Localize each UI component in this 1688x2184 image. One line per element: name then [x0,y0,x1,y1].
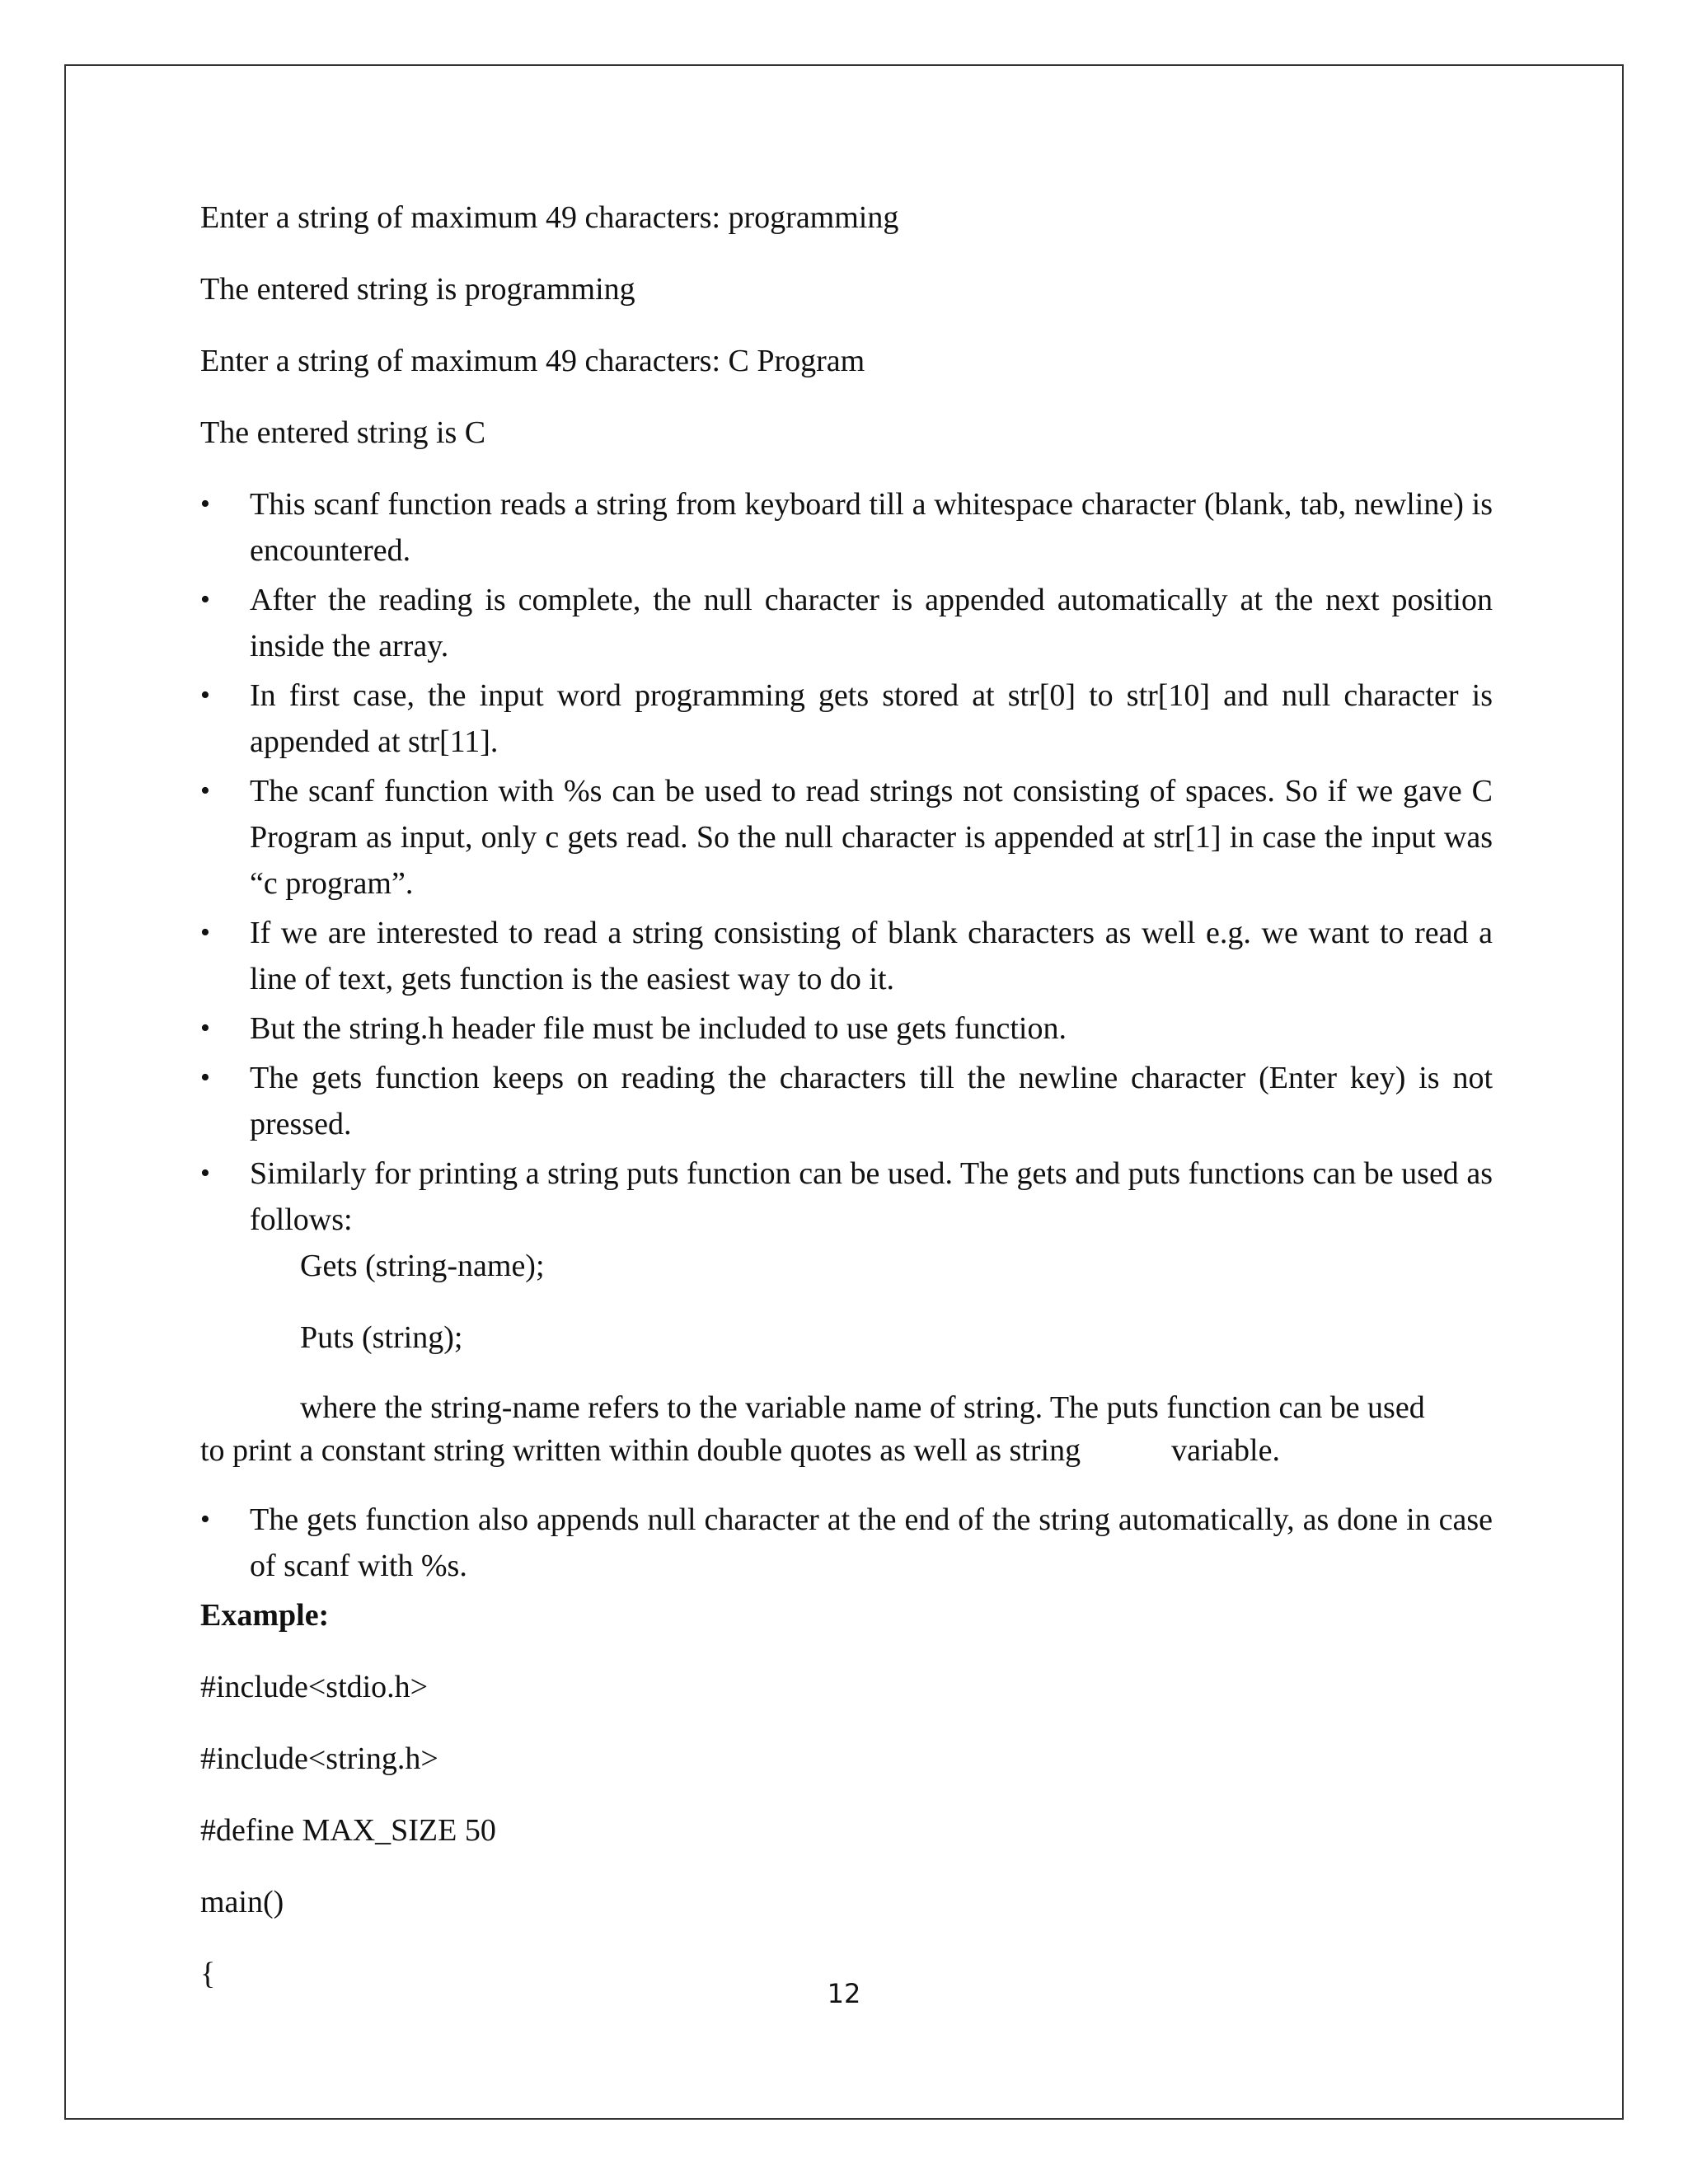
bullet-list-continued [200,1497,1493,1589]
code-line: main() [200,1885,284,1919]
code-line: #define MAX_SIZE 50 [200,1813,496,1848]
usage-explanation-text: where the string-name refers to the variable name of string. The puts function can be used to print a constant string written within double quotes as well as string [200,1390,1425,1468]
bullet-item: • The gets function also appends null character at the end of the string automatically, as done in case of scanf with %s. [200,1497,1493,1589]
usage-explanation-end: variable. [1171,1433,1280,1468]
bullet-item: • If we are interested to read a string consisting of blank characters as well e.g. we want to read a line of text, gets function is the easiest way to do it. [200,910,1493,1002]
bullet-item: • This scanf function reads a string from keyboard till a whitespace character (blank, tab, newline) is encountered. [200,481,1493,574]
code-line: { [200,1957,216,1991]
bullet-item: • The scanf function with %s can be used to read strings not consisting of spaces. So if we gave C Program as input, only c gets read. So the null character is appended at str[1] in case the input was “c program”. [200,768,1493,907]
document-body [200,194,1493,2022]
example-heading: Example: [200,1598,330,1633]
bullet-item: • But the string.h header file must be included to use gets function. [200,1005,1493,1052]
output-line: The entered string is C [200,415,486,450]
bullet-item: • Similarly for printing a string puts function can be used. The gets and puts functions can be used as follows: [200,1151,1493,1243]
puts-syntax: Puts (string); [300,1320,463,1355]
page-number: 12 [827,1978,861,2009]
output-line: The entered string is programming [200,272,635,307]
code-line: #include<string.h> [200,1741,438,1776]
gets-syntax: Gets (string-name); [300,1249,545,1283]
bullet-item: • In first case, the input word programming gets stored at str[0] to str[10] and null character is appended at str[11]. [200,673,1493,765]
output-line: Enter a string of maximum 49 characters: programming [200,200,899,235]
bullet-item: • After the reading is complete, the null character is appended automatically at the next position inside the array. [200,577,1493,669]
output-line: Enter a string of maximum 49 characters: C Program [200,344,865,378]
code-line: #include<stdio.h> [200,1670,429,1704]
bullet-list [200,481,1493,1243]
bullet-item: • The gets function keeps on reading the characters till the newline character (Enter key) is not pressed. [200,1055,1493,1147]
usage-explanation [200,1386,1428,1472]
